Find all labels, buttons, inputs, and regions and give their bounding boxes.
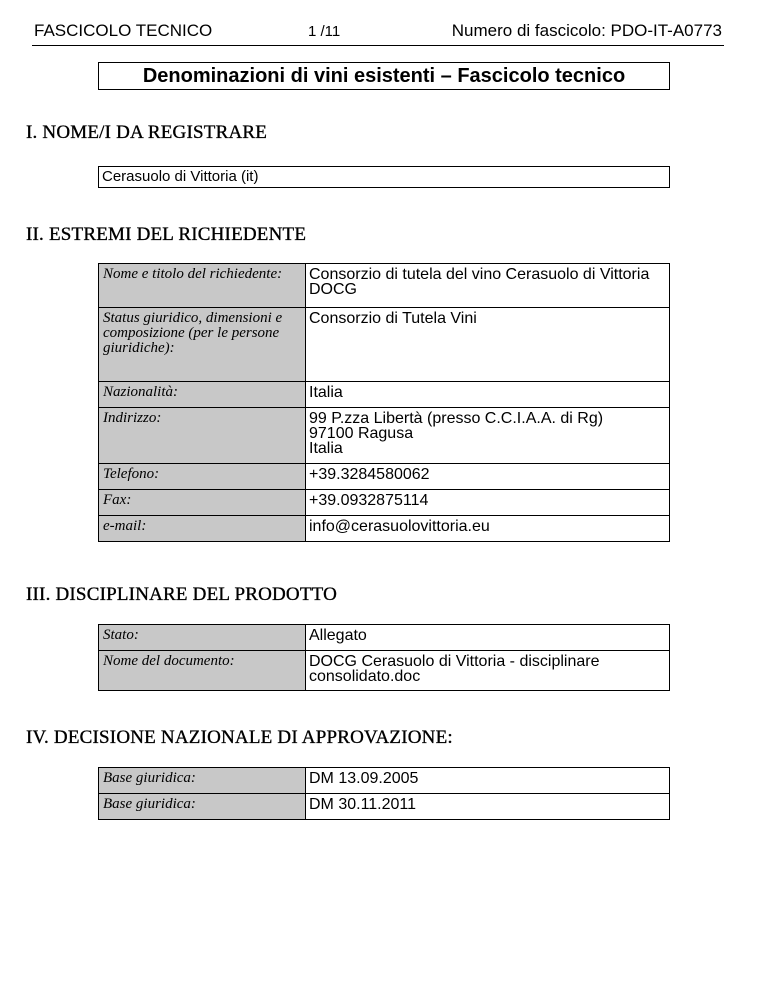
table-row	[99, 264, 670, 308]
header-document-type: FASCICOLO TECNICO	[34, 21, 213, 40]
row-value: Allegato	[306, 625, 670, 651]
row-label: Indirizzo:	[99, 408, 306, 464]
row-value: DM 13.09.2005	[306, 768, 670, 794]
row-value: DM 30.11.2011	[306, 794, 670, 820]
section-4-heading: IV. DECISIONE NAZIONALE DI APPROVAZIONE:	[26, 727, 453, 748]
row-label: Fax:	[99, 490, 306, 516]
section-3-heading: III. DISCIPLINARE DEL PRODOTTO	[26, 584, 338, 605]
applicant-table	[98, 263, 670, 542]
header-divider	[32, 45, 724, 46]
row-value: Consorzio di Tutela Vini	[306, 308, 670, 382]
table-row	[99, 651, 670, 691]
table-row	[99, 794, 670, 820]
row-value: DOCG Cerasuolo di Vittoria - disciplinare consolidato.doc	[306, 651, 670, 691]
row-label: Nome del documento:	[99, 651, 306, 691]
row-label: Telefono:	[99, 464, 306, 490]
table-row	[99, 408, 670, 464]
table-row	[99, 490, 670, 516]
table-row	[99, 516, 670, 542]
header-page-number: 1 /11	[308, 23, 341, 40]
table-row	[99, 464, 670, 490]
row-label: Nazionalità:	[99, 382, 306, 408]
row-value: info@cerasuolovittoria.eu	[306, 516, 670, 542]
approval-table	[98, 767, 670, 820]
row-label: Status giuridico, dimensioni e composizione (per le persone giuridiche):	[99, 308, 306, 382]
document-title: Denominazioni di vini esistenti – Fascicolo tecnico	[98, 62, 670, 90]
section-2-heading: II. ESTREMI DEL RICHIEDENTE	[26, 224, 307, 245]
section-1-heading: I. NOME/I DA REGISTRARE	[26, 122, 268, 143]
row-value: Italia	[306, 382, 670, 408]
table-row	[99, 768, 670, 794]
row-label: e-mail:	[99, 516, 306, 542]
row-value: +39.3284580062	[306, 464, 670, 490]
specification-table	[98, 624, 670, 691]
row-label: Nome e titolo del richiedente:	[99, 264, 306, 308]
row-label: Base giuridica:	[99, 794, 306, 820]
row-value: Consorzio di tutela del vino Cerasuolo di Vittoria DOCG	[306, 264, 670, 308]
table-row	[99, 308, 670, 382]
table-row	[99, 625, 670, 651]
row-label: Stato:	[99, 625, 306, 651]
row-value: +39.0932875114	[306, 490, 670, 516]
registered-name: Cerasuolo di Vittoria (it)	[98, 166, 670, 188]
table-row	[99, 382, 670, 408]
row-value: 99 P.zza Libertà (presso C.C.I.A.A. di Rg) 97100 Ragusa Italia	[306, 408, 670, 464]
header-file-number: Numero di fascicolo: PDO-IT-A0773	[451, 21, 722, 40]
row-label: Base giuridica:	[99, 768, 306, 794]
